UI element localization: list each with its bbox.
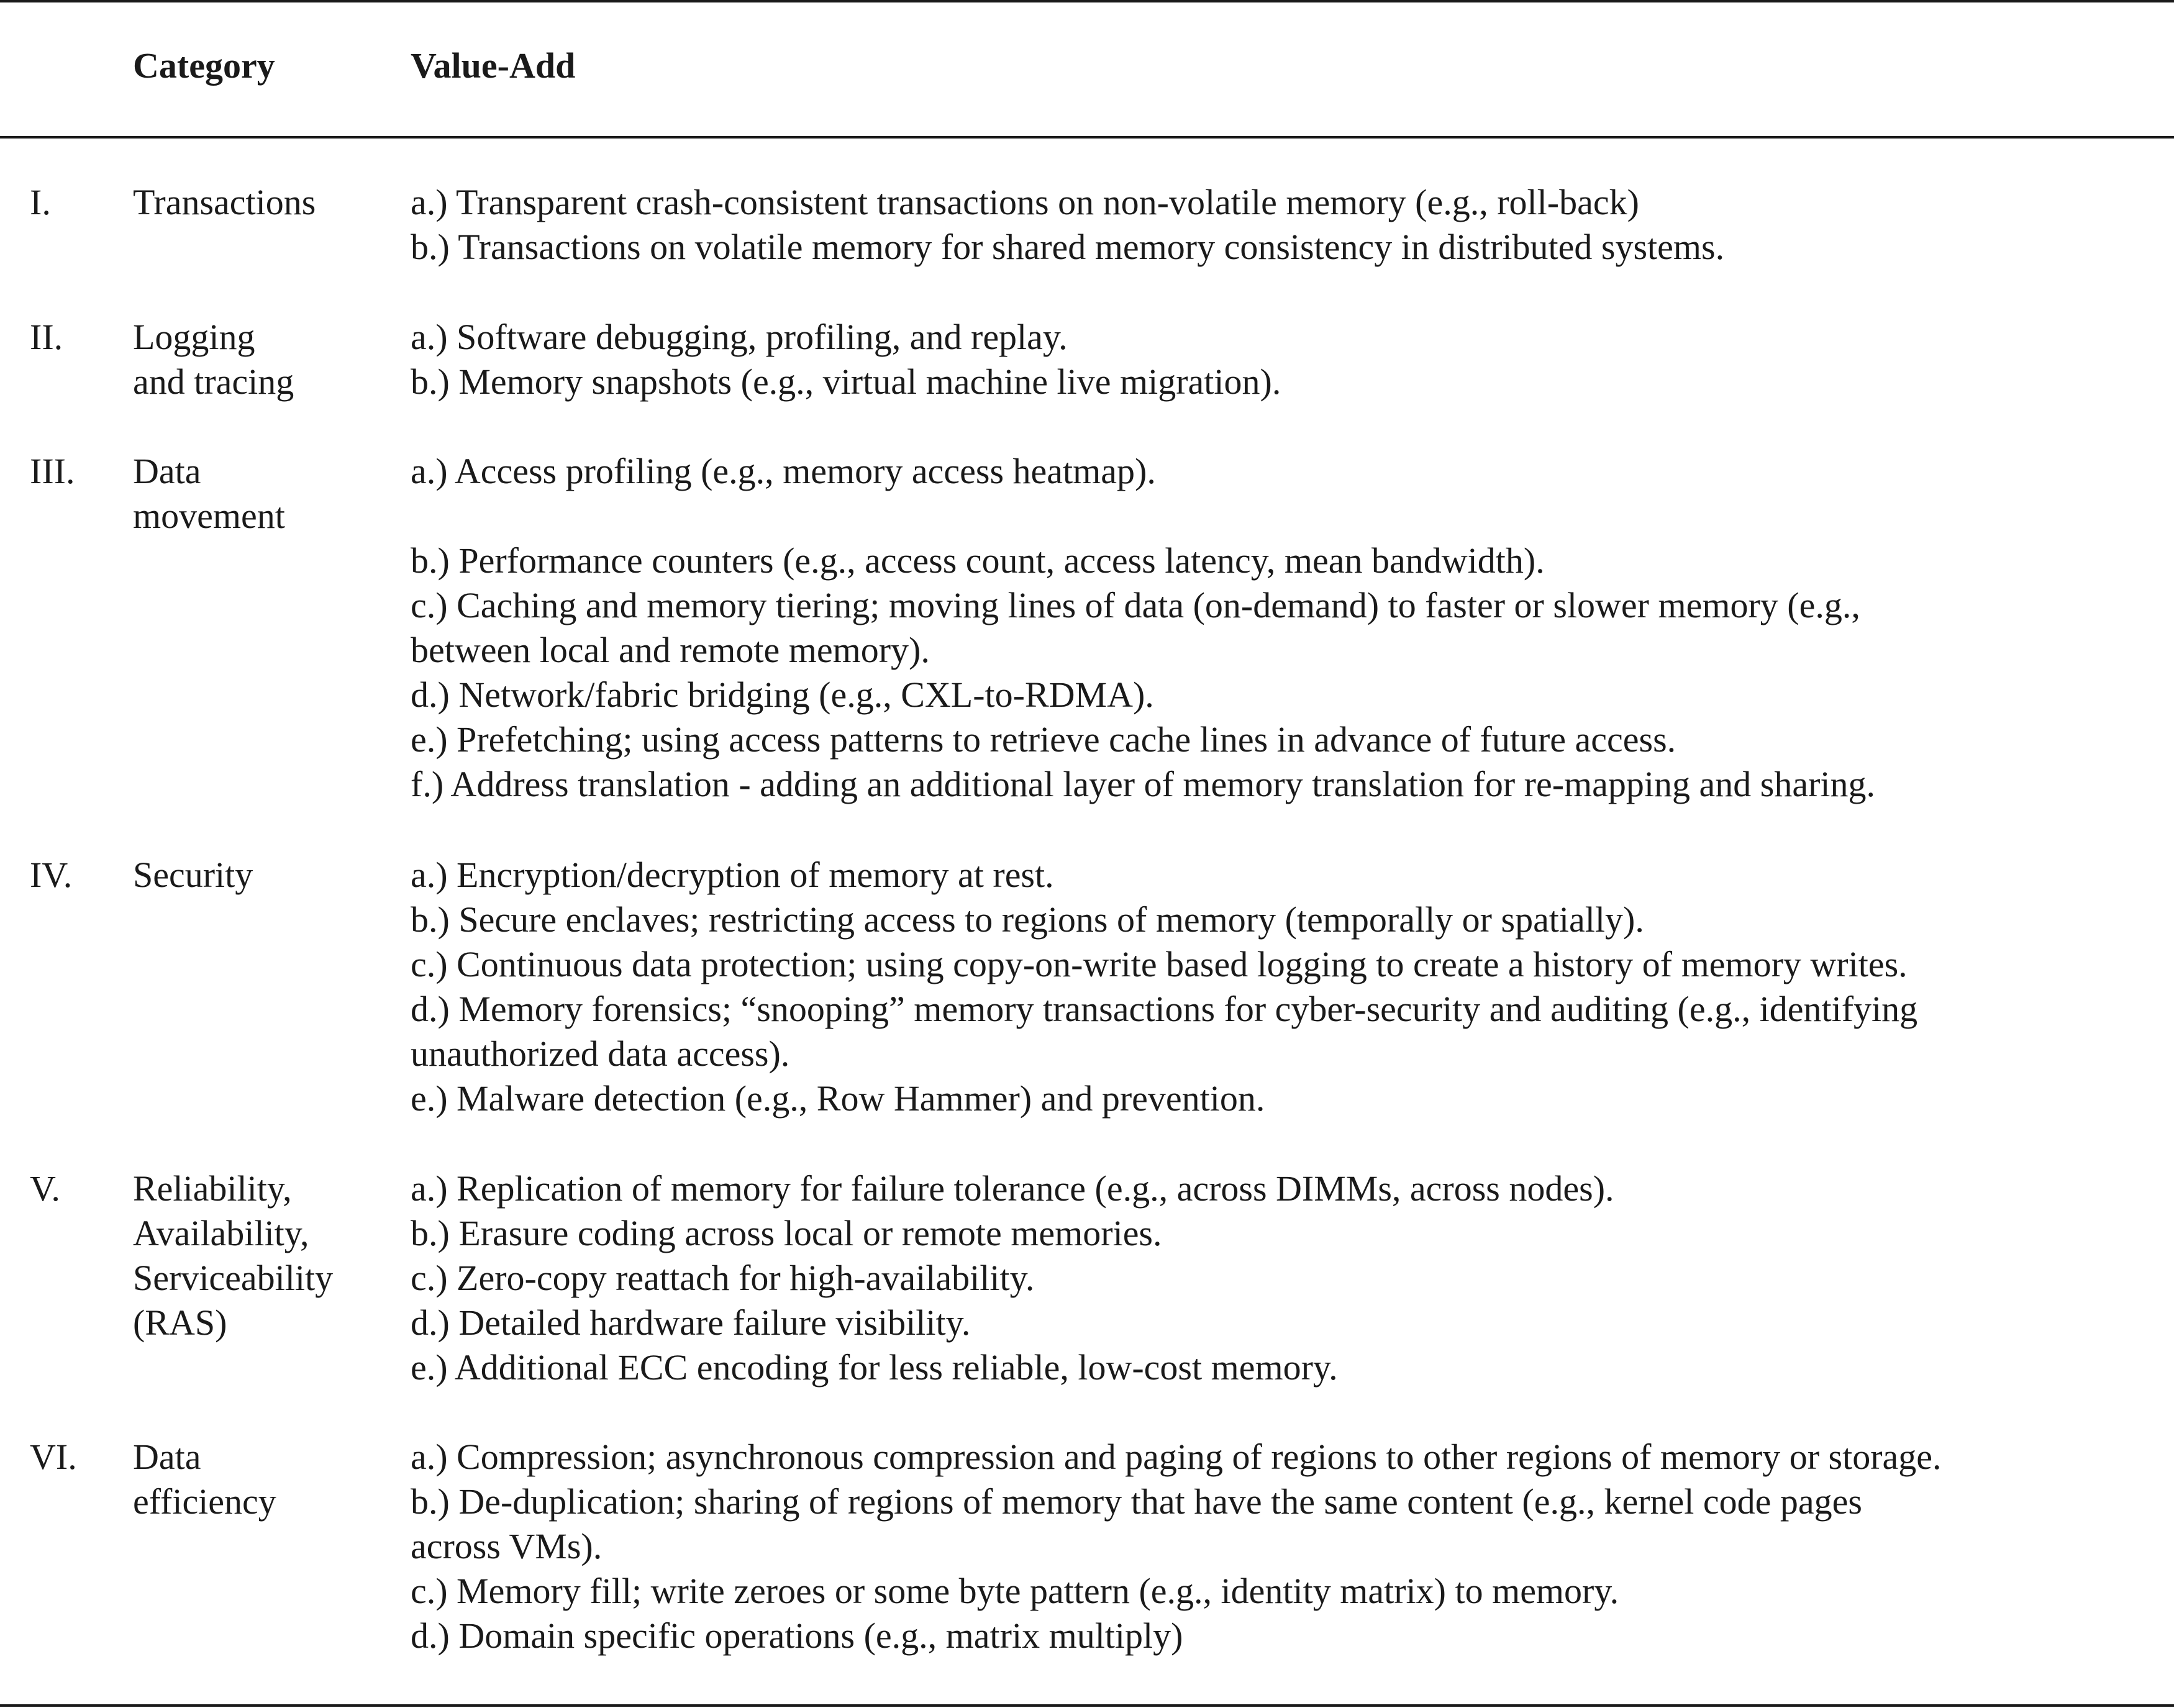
value-item: b.) De-duplication; sharing of regions of memory that have the same content (e.g., kernel code pages (411, 1481, 1862, 1522)
row-category (133, 853, 394, 897)
row-number: IV. (30, 855, 73, 895)
row-value-add (411, 449, 2150, 807)
category-line: Data (133, 451, 201, 491)
value-item: d.) Memory forensics; “snooping” memory transactions for cyber-security and auditing (e.g., identifying (411, 989, 1918, 1029)
value-item: c.) Memory fill; write zeroes or some byte pattern (e.g., identity matrix) to memory. (411, 1571, 1619, 1611)
category-line: Transactions (133, 182, 316, 222)
header-rule (0, 136, 2174, 139)
value-item: a.) Software debugging, profiling, and replay. (411, 317, 1068, 357)
category-line: Reliability, (133, 1168, 292, 1209)
row-category (133, 1166, 394, 1345)
value-item: f.) Address translation - adding an additional layer of memory translation for re-mapping and sharing. (411, 764, 1876, 804)
value-item: across VMs). (411, 1526, 603, 1566)
top-rule (0, 0, 2174, 2)
row-value-add (411, 315, 2150, 404)
value-item: c.) Continuous data protection; using copy-on-write based logging to create a history of memory writes. (411, 944, 1908, 984)
category-line: efficiency (133, 1481, 276, 1522)
value-item: d.) Network/fabric bridging (e.g., CXL-to-RDMA). (411, 675, 1154, 715)
value-item: e.) Prefetching; using access patterns to retrieve cache lines in advance of future access. (411, 719, 1676, 760)
header-category: Category (133, 45, 275, 86)
row-category (133, 180, 394, 225)
category-line: movement (133, 496, 285, 536)
row-number: V. (30, 1168, 60, 1209)
row-value-add (411, 1166, 2150, 1390)
row-number: I. (30, 182, 51, 222)
value-item: unauthorized data access). (411, 1033, 790, 1074)
category-line: Security (133, 855, 253, 895)
row-value-add (411, 853, 2150, 1121)
header-value-add: Value-Add (411, 45, 576, 86)
value-item: e.) Malware detection (e.g., Row Hammer) and prevention. (411, 1078, 1265, 1119)
value-item: c.) Zero-copy reattach for high-availability. (411, 1258, 1035, 1298)
value-item: b.) Performance counters (e.g., access count, access latency, mean bandwidth). (411, 540, 1545, 581)
category-line: Serviceability (133, 1258, 334, 1298)
row-category (133, 449, 394, 538)
row-category (133, 315, 394, 404)
value-item: b.) Secure enclaves; restricting access to regions of memory (temporally or spatially). (411, 899, 1644, 940)
value-item: a.) Encryption/decryption of memory at rest. (411, 855, 1054, 895)
value-item: a.) Access profiling (e.g., memory access heatmap). (411, 451, 1156, 491)
value-item: b.) Transactions on volatile memory for shared memory consistency in distributed systems. (411, 227, 1725, 267)
row-value-add (411, 1435, 2150, 1658)
value-item: d.) Detailed hardware failure visibility. (411, 1302, 971, 1343)
row-number: III. (30, 451, 75, 491)
category-line: and tracing (133, 361, 294, 402)
value-item: between local and remote memory). (411, 630, 930, 670)
value-item: b.) Erasure coding across local or remote memories. (411, 1213, 1162, 1253)
bottom-rule (0, 1704, 2174, 1707)
value-item: a.) Compression; asynchronous compression and paging of regions to other regions of memory or storage. (411, 1437, 1942, 1477)
value-item: d.) Domain specific operations (e.g., matrix multiply) (411, 1615, 1183, 1656)
row-category (133, 1435, 394, 1524)
category-line: Data (133, 1437, 201, 1477)
value-item: c.) Caching and memory tiering; moving lines of data (on-demand) to faster or slower memory (e.g., (411, 585, 1860, 625)
category-line: Availability, (133, 1213, 309, 1253)
row-number: VI. (30, 1437, 77, 1477)
value-item: a.) Transparent crash-consistent transactions on non-volatile memory (e.g., roll-back) (411, 182, 1639, 222)
category-line: (RAS) (133, 1302, 227, 1343)
value-item: b.) Memory snapshots (e.g., virtual machine live migration). (411, 361, 1281, 402)
row-number: II. (30, 317, 63, 357)
value-item: a.) Replication of memory for failure tolerance (e.g., across DIMMs, across nodes). (411, 1168, 1614, 1209)
category-line: Logging (133, 317, 255, 357)
row-value-add (411, 180, 2150, 270)
value-item: e.) Additional ECC encoding for less reliable, low-cost memory. (411, 1347, 1338, 1388)
